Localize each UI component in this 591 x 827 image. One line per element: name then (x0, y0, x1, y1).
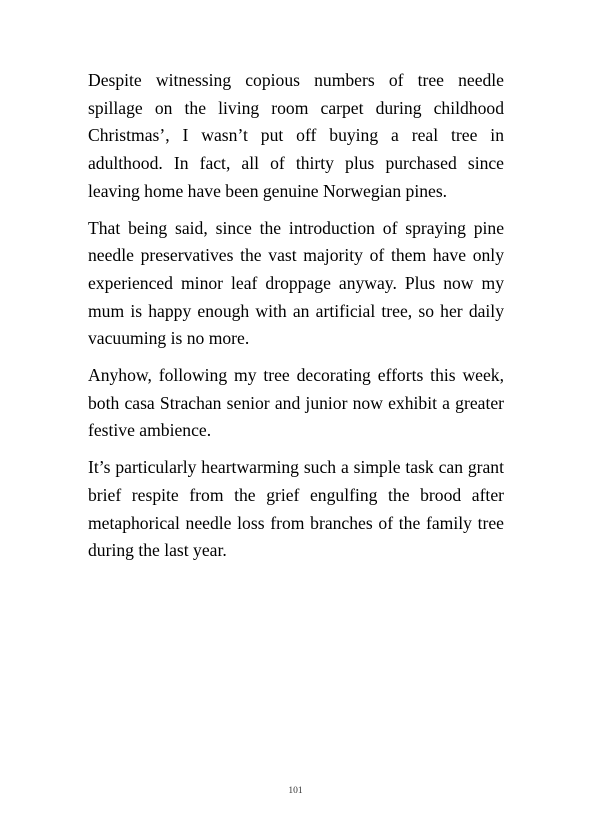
paragraph-3: Anyhow, following my tree decorating efforts this week, both casa Strachan senior and junior now exhibit a greater festive ambience. (88, 365, 504, 441)
paragraph-4: It’s particularly heartwarming such a simple task can grant brief respite from the grief engulfing the brood after metaphorical needle loss from branches of the family tree during the last year. (88, 457, 504, 561)
page-number: 101 (288, 786, 303, 796)
paragraph-1: Despite witnessing copious numbers of tree needle spillage on the living room carpet during childhood Christmas’, I wasn’t put off buying a real tree in adulthood. In fact, all of thirty plus purchased since leaving home have been genuine Norwegian pines. (88, 70, 504, 201)
body-text (88, 67, 504, 574)
paragraph-2: That being said, since the introduction of spraying pine needle preservatives the vast majority of them have only experienced minor leaf droppage anyway. Plus now my mum is happy enough with an artificial tree, so her daily vacuuming is no more. (88, 217, 504, 349)
